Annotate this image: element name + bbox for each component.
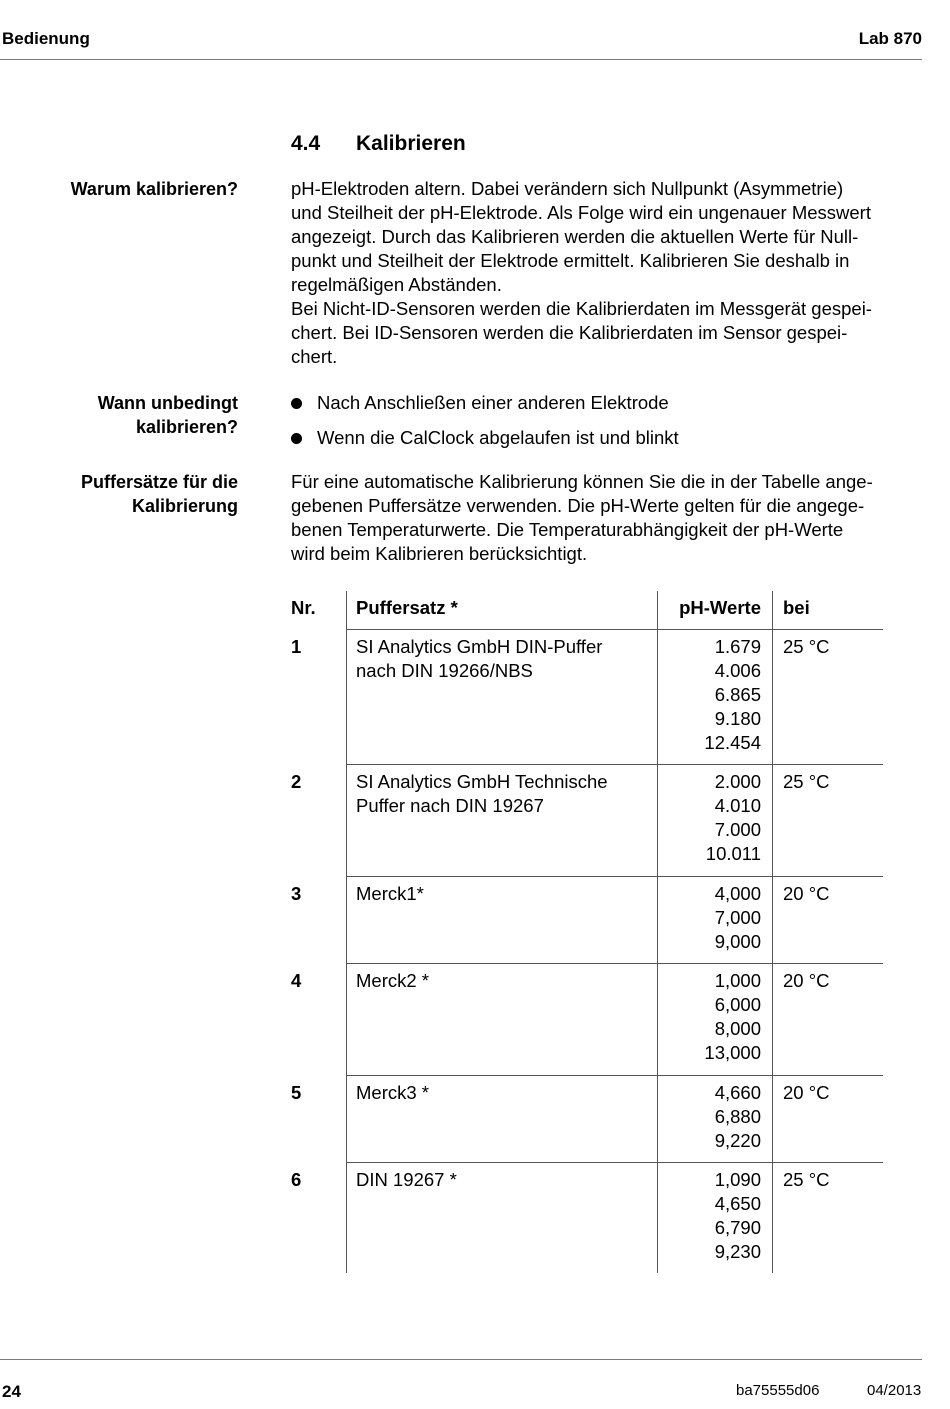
text-line: Für eine automatische Kalibrierung können Sie die in der Tabelle ange- bbox=[291, 471, 873, 492]
side-label-puffer bbox=[81, 470, 238, 518]
ph-value: 1,090 bbox=[714, 1169, 761, 1190]
cell-puffersatz bbox=[356, 770, 608, 818]
table-header-bei: bei bbox=[783, 597, 810, 618]
ph-value: 6,790 bbox=[714, 1217, 761, 1238]
side-label-line: Wann unbedingt bbox=[97, 393, 238, 413]
text-line: pH-Elektroden altern. Dabei verändern sich Nullpunkt (Asymmetrie) bbox=[291, 178, 844, 199]
cell-nr: 4 bbox=[291, 970, 302, 991]
ph-value: 4.010 bbox=[714, 795, 761, 816]
side-label-line: Warum kalibrieren? bbox=[70, 179, 238, 199]
ph-value: 9,230 bbox=[714, 1241, 761, 1262]
ph-value: 4,650 bbox=[714, 1193, 761, 1214]
ph-value: 4.006 bbox=[714, 660, 761, 681]
text-line: gebenen Puffersätze verwenden. Die pH-Werte gelten für die angege- bbox=[291, 495, 865, 516]
table-header-ph: pH-Werte bbox=[679, 597, 761, 618]
table-row-rule bbox=[347, 1162, 883, 1163]
ph-value: 4,660 bbox=[714, 1082, 761, 1103]
side-label-warum bbox=[71, 177, 238, 201]
cell-line: Merck3 * bbox=[356, 1082, 429, 1103]
side-label-wann bbox=[98, 391, 238, 439]
cell-ph bbox=[704, 969, 761, 1065]
cell-bei: 25 °C bbox=[783, 1169, 830, 1190]
ph-value: 10.011 bbox=[705, 843, 761, 864]
table-row-rule bbox=[347, 963, 883, 964]
cell-puffersatz bbox=[356, 1168, 457, 1192]
running-header-product: Lab 870 bbox=[858, 29, 922, 48]
text-line: wird beim Kalibrieren berücksichtigt. bbox=[291, 543, 588, 564]
footer-rule bbox=[0, 1359, 922, 1360]
ph-value: 2.000 bbox=[714, 771, 761, 792]
cell-bei: 20 °C bbox=[783, 970, 830, 991]
cell-ph bbox=[704, 635, 761, 755]
ph-value: 1,000 bbox=[714, 970, 761, 991]
ph-value: 1.679 bbox=[714, 636, 761, 657]
text-line: Bei Nicht-ID-Sensoren werden die Kalibrierdaten im Messgerät gespei- bbox=[291, 298, 872, 319]
text-line: punkt und Steilheit der Elektrode ermittelt. Kalibrieren Sie deshalb in bbox=[291, 250, 850, 271]
ph-value: 13,000 bbox=[704, 1042, 761, 1063]
side-label-line: Puffersätze für die bbox=[80, 472, 238, 492]
cell-line: SI Analytics GmbH DIN-Puffer bbox=[356, 636, 603, 657]
cell-line: nach DIN 19266/NBS bbox=[356, 660, 533, 681]
ph-value: 7,000 bbox=[714, 907, 761, 928]
cell-ph bbox=[715, 882, 761, 954]
text-line: chert. bbox=[291, 346, 338, 367]
cell-bei: 20 °C bbox=[783, 883, 830, 904]
bullet-text: Nach Anschließen einer anderen Elektrode bbox=[317, 392, 669, 413]
section-number: 4.4 bbox=[291, 132, 321, 155]
page-number: 24 bbox=[2, 1382, 21, 1401]
bullet-dot-icon bbox=[291, 433, 302, 444]
cell-puffersatz bbox=[356, 969, 429, 993]
text-line: chert. Bei ID-Sensoren werden die Kalibrierdaten im Sensor gespei- bbox=[291, 322, 848, 343]
cell-bei: 20 °C bbox=[783, 1082, 830, 1103]
table-row-rule bbox=[347, 876, 883, 877]
table-row-rule bbox=[347, 764, 883, 765]
paragraph-warum bbox=[291, 177, 923, 369]
text-line: regelmäßigen Abständen. bbox=[291, 274, 502, 295]
document-code: ba75555d06 bbox=[736, 1382, 820, 1399]
ph-value: 7.000 bbox=[714, 819, 761, 840]
side-label-line: kalibrieren? bbox=[135, 417, 238, 437]
cell-line: Merck1* bbox=[356, 883, 424, 904]
ph-value: 12.454 bbox=[704, 732, 761, 753]
cell-nr: 1 bbox=[291, 636, 302, 657]
cell-puffersatz bbox=[356, 882, 424, 906]
ph-value: 8,000 bbox=[714, 1018, 761, 1039]
ph-value: 6,000 bbox=[714, 994, 761, 1015]
table-column-rule bbox=[346, 591, 347, 1273]
cell-line: Merck2 * bbox=[356, 970, 429, 991]
table-column-rule bbox=[657, 591, 658, 1273]
table-column-rule bbox=[772, 591, 773, 1273]
section-title: Kalibrieren bbox=[356, 132, 466, 155]
side-label-line: Kalibrierung bbox=[131, 496, 238, 516]
cell-line: DIN 19267 * bbox=[356, 1169, 457, 1190]
cell-ph bbox=[715, 1081, 761, 1153]
cell-bei: 25 °C bbox=[783, 636, 830, 657]
text-line: angezeigt. Durch das Kalibrieren werden die aktuellen Werte für Null- bbox=[291, 226, 859, 247]
cell-ph bbox=[715, 1168, 761, 1264]
cell-nr: 2 bbox=[291, 771, 302, 792]
ph-value: 9.180 bbox=[714, 708, 761, 729]
cell-bei: 25 °C bbox=[783, 771, 830, 792]
cell-ph bbox=[706, 770, 761, 866]
header-rule bbox=[0, 59, 922, 60]
paragraph-puffer bbox=[291, 470, 923, 566]
ph-value: 6.865 bbox=[714, 684, 761, 705]
table-header-nr: Nr. bbox=[291, 597, 316, 618]
bullet-text: Wenn die CalClock abgelaufen ist und blinkt bbox=[317, 427, 679, 448]
text-line: benen Temperaturwerte. Die Temperaturabhängigkeit der pH-Werte bbox=[291, 519, 844, 540]
cell-nr: 5 bbox=[291, 1082, 302, 1103]
table-header-puffersatz: Puffersatz * bbox=[356, 597, 458, 618]
ph-value: 4,000 bbox=[714, 883, 761, 904]
document-date: 04/2013 bbox=[867, 1382, 922, 1399]
text-line: und Steilheit der pH-Elektrode. Als Folge wird ein ungenauer Messwert bbox=[291, 202, 871, 223]
table-row-rule bbox=[347, 1075, 883, 1076]
ph-value: 6,880 bbox=[714, 1106, 761, 1127]
cell-nr: 6 bbox=[291, 1169, 302, 1190]
ph-value: 9,000 bbox=[714, 931, 761, 952]
table-row-rule bbox=[347, 629, 883, 630]
cell-puffersatz bbox=[356, 1081, 429, 1105]
bullet-dot-icon bbox=[291, 398, 302, 409]
cell-line: SI Analytics GmbH Technische bbox=[356, 771, 608, 792]
cell-puffersatz bbox=[356, 635, 602, 683]
cell-line: Puffer nach DIN 19267 bbox=[356, 795, 544, 816]
ph-value: 9,220 bbox=[714, 1130, 761, 1151]
running-header-chapter: Bedienung bbox=[2, 29, 90, 48]
cell-nr: 3 bbox=[291, 883, 302, 904]
